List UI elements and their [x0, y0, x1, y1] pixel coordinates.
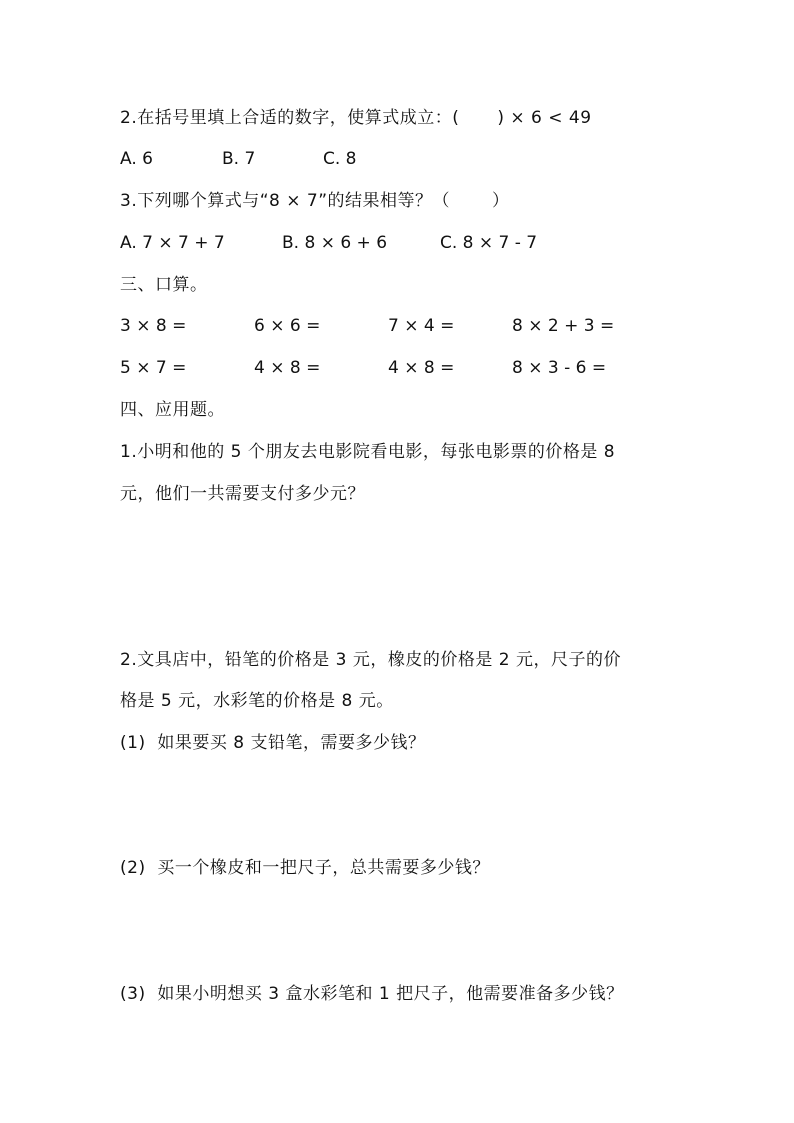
- problem-1-line-1: 1.小明和他的 5 个朋友去电影院看电影，每张电影票的价格是 8: [120, 442, 616, 462]
- arithmetic-item: 4 × 8 =: [388, 358, 455, 378]
- question-2-text-after: ) × 6 < 49: [497, 108, 592, 128]
- question-3-text-before: 3.下列哪个算式与“8 × 7”的结果相等？（: [120, 191, 451, 211]
- question-3: [120, 189, 510, 213]
- question-3-option-a: A. 7 × 7 + 7: [120, 233, 225, 253]
- question-2-option-c: C. 8: [323, 149, 357, 169]
- problem-2-sub-3: (3) 如果小明想买 3 盒水彩笔和 1 把尺子，他需要准备多少钱？: [120, 984, 624, 1004]
- question-3-option-b: B. 8 × 6 + 6: [282, 233, 388, 253]
- arithmetic-item: 7 × 4 =: [388, 316, 455, 336]
- problem-1-line-2: 元，他们一共需要支付多少元？: [120, 484, 365, 504]
- section-3-heading: 三、口算。: [120, 275, 208, 295]
- arithmetic-item: 8 × 3 - 6 =: [512, 358, 607, 378]
- problem-2-sub-2: (2) 买一个橡皮和一把尺子，总共需要多少钱？: [120, 858, 490, 878]
- question-3-option-c: C. 8 × 7 - 7: [440, 233, 538, 253]
- problem-2-sub-1: (1) 如果要买 8 支铅笔，需要多少钱？: [120, 733, 426, 753]
- question-2-option-b: B. 7: [222, 149, 256, 169]
- question-2-option-a: A. 6: [120, 149, 153, 169]
- problem-2-line-2: 格是 5 元，水彩笔的价格是 8 元。: [120, 691, 394, 711]
- arithmetic-item: 4 × 8 =: [254, 358, 321, 378]
- arithmetic-item: 5 × 7 =: [120, 358, 187, 378]
- arithmetic-item: 3 × 8 =: [120, 316, 187, 336]
- arithmetic-item: 6 × 6 =: [254, 316, 321, 336]
- question-3-text-after: ）: [492, 191, 510, 211]
- section-4-heading: 四、应用题。: [120, 400, 225, 420]
- problem-2-line-1: 2.文具店中，铅笔的价格是 3 元，橡皮的价格是 2 元，尺子的价: [120, 650, 621, 670]
- question-2-text-before: 2.在括号里填上合适的数字，使算式成立：(: [120, 108, 460, 128]
- arithmetic-item: 8 × 2 + 3 =: [512, 316, 615, 336]
- question-2: [120, 106, 592, 130]
